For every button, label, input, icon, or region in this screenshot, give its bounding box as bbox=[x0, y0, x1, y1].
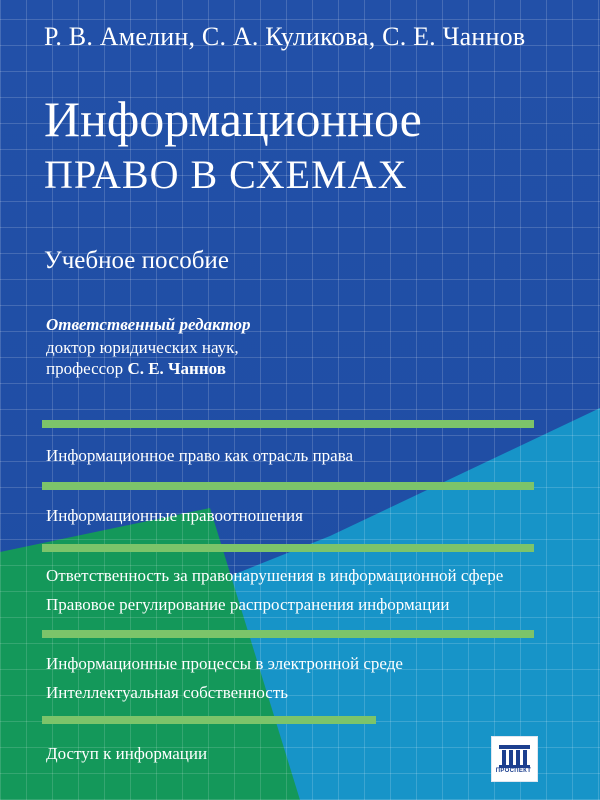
topic-item: Ответственность за правонарушения в информационной сфере bbox=[46, 566, 504, 585]
topic-item: Информационное право как отрасль права bbox=[46, 446, 354, 465]
publisher-building-icon bbox=[491, 736, 538, 782]
title-line-2: ПРАВО В СХЕМАХ bbox=[44, 152, 408, 197]
editor-label: Ответственный редактор bbox=[46, 315, 251, 334]
divider-bar bbox=[42, 630, 534, 638]
editor-name: С. Е. Чаннов bbox=[127, 359, 226, 378]
topic-item: Информационные правоотношения bbox=[46, 506, 303, 525]
editor-line bbox=[46, 359, 226, 379]
authors: Р. В. Амелин, С. А. Куликова, С. Е. Чаннов bbox=[44, 22, 526, 51]
topic-item: Информационные процессы в электронной среде bbox=[46, 654, 403, 673]
publisher-logo-text: ПРОСПЕКТ bbox=[495, 768, 532, 774]
divider-bar bbox=[42, 544, 534, 552]
divider-bar bbox=[42, 482, 534, 490]
topic-item: Интеллектуальная собственность bbox=[46, 683, 289, 702]
divider-bar bbox=[42, 420, 534, 428]
editor-degree: доктор юридических наук, bbox=[46, 338, 239, 357]
topic-item: Доступ к информации bbox=[46, 744, 208, 763]
topic-item: Правовое регулирование распространения информации bbox=[46, 595, 450, 614]
subtitle: Учебное пособие bbox=[44, 247, 229, 274]
divider-bar bbox=[42, 716, 376, 724]
title-line-1: Информационное bbox=[44, 91, 422, 147]
editor-title: профессор bbox=[46, 359, 124, 378]
